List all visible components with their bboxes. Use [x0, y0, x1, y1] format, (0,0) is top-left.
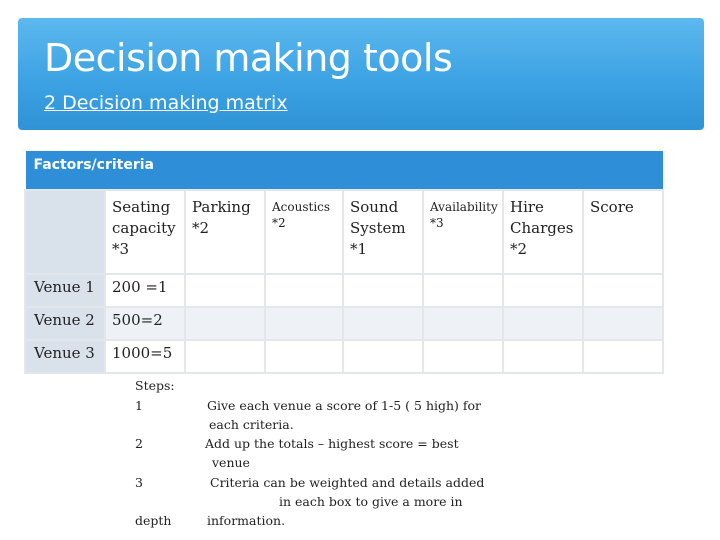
empty-cell	[185, 340, 265, 373]
table-row-venue-3	[25, 340, 663, 373]
empty-cell	[185, 307, 265, 340]
decision-matrix-table	[24, 150, 664, 374]
empty-cell	[503, 274, 583, 307]
criterion-weight: *1	[350, 239, 368, 258]
empty-cell	[343, 307, 423, 340]
criteria-header-row	[25, 151, 663, 190]
seating-score-cell: 500=2	[105, 307, 185, 340]
empty-cell	[423, 274, 503, 307]
step-number: 2	[135, 436, 143, 451]
step-text-continued: venue	[212, 455, 250, 470]
empty-cell	[343, 274, 423, 307]
empty-cell	[583, 307, 663, 340]
venue-label: Venue 2	[25, 307, 105, 340]
empty-cell	[343, 340, 423, 373]
slide-title: Decision making tools	[44, 36, 453, 80]
criterion-line: capacity	[112, 218, 176, 237]
criterion-sound-system	[343, 190, 423, 274]
criterion-hire-charges	[503, 190, 583, 274]
step-number: depth	[135, 513, 172, 528]
step-text: information.	[207, 513, 286, 528]
step-text-continued: in each box to give a more in	[279, 494, 463, 509]
empty-cell	[265, 274, 343, 307]
steps-heading: Steps:	[135, 378, 175, 393]
table-row-venue-1	[25, 274, 663, 307]
criterion-parking	[185, 190, 265, 274]
criterion-line: Acoustics	[272, 199, 331, 214]
empty-cell	[423, 340, 503, 373]
criterion-weight: *2	[272, 215, 286, 230]
criterion-line: Score	[590, 197, 634, 216]
criterion-weight: *3	[112, 239, 130, 258]
seating-score-cell: 200 =1	[105, 274, 185, 307]
table-row-venue-2	[25, 307, 663, 340]
criterion-seating-capacity	[105, 190, 185, 274]
criterion-availability	[423, 190, 503, 274]
criterion-line: Charges	[510, 218, 574, 237]
step-text: Criteria can be weighted and details added	[210, 475, 485, 490]
venue-label: Venue 3	[25, 340, 105, 373]
criterion-line: Availability	[430, 199, 498, 214]
empty-cell	[265, 307, 343, 340]
criterion-line: Parking	[192, 197, 251, 216]
step-number: 3	[135, 475, 143, 490]
corner-cell	[25, 190, 105, 274]
criterion-score	[583, 190, 663, 274]
criteria-column-row	[25, 190, 663, 274]
criterion-line: Sound	[350, 197, 399, 216]
step-number: 1	[135, 398, 143, 413]
empty-cell	[583, 340, 663, 373]
slide-subtitle: 2 Decision making matrix	[44, 92, 288, 114]
empty-cell	[265, 340, 343, 373]
criterion-weight: *2	[510, 239, 528, 258]
criteria-header-label: Factors/criteria	[25, 151, 663, 190]
empty-cell	[503, 340, 583, 373]
step-text-continued: each criteria.	[209, 417, 294, 432]
criterion-acoustics	[265, 190, 343, 274]
empty-cell	[583, 274, 663, 307]
empty-cell	[185, 274, 265, 307]
seating-score-cell: 1000=5	[105, 340, 185, 373]
empty-cell	[503, 307, 583, 340]
criterion-weight: *2	[192, 218, 210, 237]
criterion-weight: *3	[430, 215, 444, 230]
criterion-line: System	[350, 218, 406, 237]
venue-label: Venue 1	[25, 274, 105, 307]
step-text: Give each venue a score of 1-5 ( 5 high) for	[207, 398, 482, 413]
criterion-line: Seating	[112, 197, 171, 216]
step-text: Add up the totals – highest score = best	[205, 436, 459, 451]
empty-cell	[423, 307, 503, 340]
criterion-line: Hire	[510, 197, 544, 216]
